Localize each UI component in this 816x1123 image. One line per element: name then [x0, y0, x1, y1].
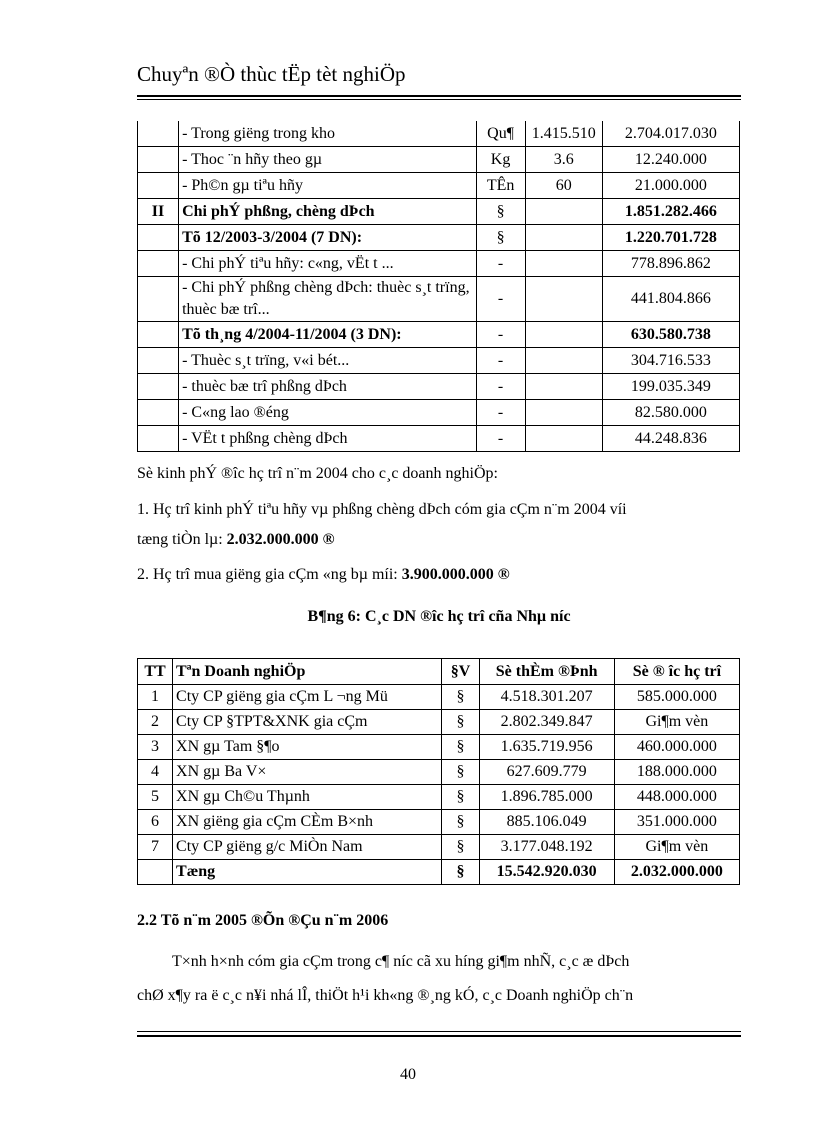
row-unit: §: [476, 199, 525, 225]
row-enterprise-name: XN gµ Tam §¶o: [173, 735, 442, 760]
total-row: [138, 860, 740, 885]
row-item: Tõ 12/2003-3/2004 (7 DN):: [179, 225, 476, 251]
row-item: Tõ th¸ng 4/2004-11/2004 (3 DN):: [179, 322, 476, 348]
table-row: [138, 760, 740, 785]
page-number: 40: [400, 1066, 416, 1083]
row-number: [138, 147, 179, 173]
row-item: - Thuèc s¸t trïng, v«i bét...: [179, 348, 476, 374]
row-appraised-amount: 3.177.048.192: [479, 835, 614, 860]
row-unit: -: [476, 322, 525, 348]
table-caption: B¶ng 6: C¸c DN ®îc hç trî cña Nhµ níc: [307, 608, 571, 625]
table-row: [138, 810, 740, 835]
row-appraised-amount: 2.802.349.847: [479, 710, 614, 735]
section-heading: 2.2 Tõ n¨m 2005 ®Õn ®Çu n¨m 2006: [137, 912, 389, 929]
row-quantity: [525, 225, 602, 251]
row-tt: 4: [138, 760, 173, 785]
row-unit: §: [476, 225, 525, 251]
row-tt: 3: [138, 735, 173, 760]
row-item: - Ph©n gµ tiªu hñy: [179, 173, 476, 199]
row-unit: §: [442, 685, 479, 710]
row-amount: 82.580.000: [602, 400, 739, 426]
header-support-amount: Sè ® îc hç trî: [614, 659, 739, 685]
table-row: [138, 374, 740, 400]
header-rule: [137, 95, 741, 97]
row-appraised-amount: 1.896.785.000: [479, 785, 614, 810]
header-enterprise-name: Tªn Doanh nghiÖp: [173, 659, 442, 685]
row-tt: 7: [138, 835, 173, 860]
row-appraised-amount: 627.609.779: [479, 760, 614, 785]
total-row-appraised-amount: 15.542.920.030: [479, 860, 614, 885]
row-number: [138, 251, 179, 277]
row-number: [138, 121, 179, 147]
footer-rule-thin: [137, 1031, 741, 1032]
row-quantity: 60: [525, 173, 602, 199]
row-quantity: [525, 199, 602, 225]
row-tt: 2: [138, 710, 173, 735]
row-enterprise-name: XN giëng gia cÇm CÈm B×nh: [173, 810, 442, 835]
row-quantity: 1.415.510: [525, 121, 602, 147]
row-item: - Chi phÝ tiªu hñy: c«ng, vËt t ...: [179, 251, 476, 277]
row-unit: §: [442, 760, 479, 785]
row-unit: -: [476, 400, 525, 426]
row-item: Chi phÝ phßng, chèng dÞch: [179, 199, 476, 225]
row-quantity: [525, 374, 602, 400]
row-amount: 1.851.282.466: [602, 199, 739, 225]
total-row-enterprise-name: Tæng: [173, 860, 442, 885]
paragraph-support-2: 2. Hç trî mua giëng gia cÇm «ng bµ míi: 3.900.000.000 ®: [137, 566, 510, 583]
table-row: [138, 225, 740, 251]
row-number: [138, 374, 179, 400]
row-appraised-amount: 4.518.301.207: [479, 685, 614, 710]
row-quantity: [525, 277, 602, 322]
table-row: [138, 199, 740, 225]
row-tt: 1: [138, 685, 173, 710]
row-support-amount: 351.000.000: [614, 810, 739, 835]
row-unit: Kg: [476, 147, 525, 173]
section-paragraph-line-1: T×nh h×nh cóm gia cÇm trong c¶ níc cã xu híng gi¶m nhÑ, c¸c æ dÞch: [172, 953, 630, 970]
row-item: - C«ng lao ®éng: [179, 400, 476, 426]
row-appraised-amount: 885.106.049: [479, 810, 614, 835]
row-unit: Qu¶: [476, 121, 525, 147]
row-quantity: [525, 400, 602, 426]
row-amount: 630.580.738: [602, 322, 739, 348]
row-unit: §: [442, 810, 479, 835]
row-quantity: 3.6: [525, 147, 602, 173]
row-support-amount: Gi¶m vèn: [614, 710, 739, 735]
row-unit: -: [476, 277, 525, 322]
row-enterprise-name: XN gµ Ch©u Thµnh: [173, 785, 442, 810]
header-unit: §V: [442, 659, 479, 685]
paragraph-support-1: 1. Hç trî kinh phÝ tiªu hñy vµ phßng chèng dÞch cóm gia cÇm n¨m 2004 víi: [137, 501, 627, 518]
row-quantity: [525, 348, 602, 374]
paragraph-funding-intro: Sè kinh phÝ ®îc hç trî n¨m 2004 cho c¸c doanh nghiÖp:: [137, 465, 498, 482]
row-enterprise-name: XN gµ Ba V×: [173, 760, 442, 785]
row-number: [138, 277, 179, 322]
header-rule-thin: [137, 99, 741, 100]
row-support-amount: 448.000.000: [614, 785, 739, 810]
row-number: [138, 225, 179, 251]
row-number: [138, 348, 179, 374]
row-tt: 5: [138, 785, 173, 810]
row-support-amount: 188.000.000: [614, 760, 739, 785]
row-unit: §: [442, 735, 479, 760]
row-unit: -: [476, 374, 525, 400]
row-number: II: [138, 199, 179, 225]
row-amount: 1.220.701.728: [602, 225, 739, 251]
row-item: - Chi phÝ phßng chèng dÞch: thuèc s¸t trïng, thuèc bæ trî...: [179, 277, 476, 322]
table-row: [138, 785, 740, 810]
row-enterprise-name: Cty CP giëng g/c MiÒn Nam: [173, 835, 442, 860]
row-unit: -: [476, 348, 525, 374]
total-row-unit: §: [442, 860, 479, 885]
row-amount: 12.240.000: [602, 147, 739, 173]
table-row: [138, 121, 740, 147]
table-row: [138, 348, 740, 374]
table-row: [138, 400, 740, 426]
row-number: [138, 400, 179, 426]
table-row: [138, 835, 740, 860]
row-number: [138, 173, 179, 199]
row-number: [138, 322, 179, 348]
row-quantity: [525, 426, 602, 452]
table-row: [138, 322, 740, 348]
table-row: [138, 173, 740, 199]
row-amount: 441.804.866: [602, 277, 739, 322]
header-tt: TT: [138, 659, 173, 685]
row-item: - Trong giëng trong kho: [179, 121, 476, 147]
section-paragraph-line-2: chØ x¶y ra ë c¸c n¥i nhá lÎ, thiÖt h¹i kh«ng ®¸ng kÓ, c¸c Doanh nghiÖp ch¨n: [137, 987, 634, 1004]
table-row: [138, 426, 740, 452]
row-quantity: [525, 322, 602, 348]
row-tt: 6: [138, 810, 173, 835]
row-amount: 44.248.836: [602, 426, 739, 452]
row-amount: 21.000.000: [602, 173, 739, 199]
total-row-support-amount: 2.032.000.000: [614, 860, 739, 885]
row-item: - VËt t phßng chèng dÞch: [179, 426, 476, 452]
row-support-amount: 460.000.000: [614, 735, 739, 760]
table-row: [138, 147, 740, 173]
paragraph-support-1-total: tæng tiÒn lµ: 2.032.000.000 ®: [137, 531, 335, 548]
row-quantity: [525, 251, 602, 277]
row-item: - thuèc bæ trî phßng dÞch: [179, 374, 476, 400]
row-unit: §: [442, 835, 479, 860]
row-enterprise-name: Cty CP §TPT&XNK gia cÇm: [173, 710, 442, 735]
footer-rule: [137, 1035, 741, 1037]
row-appraised-amount: 1.635.719.956: [479, 735, 614, 760]
row-unit: §: [442, 710, 479, 735]
row-unit: -: [476, 251, 525, 277]
row-amount: 199.035.349: [602, 374, 739, 400]
row-number: [138, 426, 179, 452]
table-row: [138, 251, 740, 277]
enterprise-support-table: [137, 658, 740, 885]
table-row: [138, 735, 740, 760]
table-row: [138, 277, 740, 322]
row-unit: -: [476, 426, 525, 452]
table-row: [138, 710, 740, 735]
header-appraised-amount: Sè thÈm ®Þnh: [479, 659, 614, 685]
row-enterprise-name: Cty CP giëng gia cÇm L ¬ng Mü: [173, 685, 442, 710]
row-support-amount: Gi¶m vèn: [614, 835, 739, 860]
row-amount: 2.704.017.030: [602, 121, 739, 147]
document-header-title: Chuyªn ®Ò thùc tËp tèt nghiÖp: [137, 62, 406, 86]
row-amount: 304.716.533: [602, 348, 739, 374]
row-unit: §: [442, 785, 479, 810]
row-support-amount: 585.000.000: [614, 685, 739, 710]
table-row: [138, 685, 740, 710]
row-amount: 778.896.862: [602, 251, 739, 277]
total-row-tt: [138, 860, 173, 885]
expense-table: [137, 121, 740, 452]
row-item: - Thoc ¨n hñy theo gµ: [179, 147, 476, 173]
row-unit: TÊn: [476, 173, 525, 199]
